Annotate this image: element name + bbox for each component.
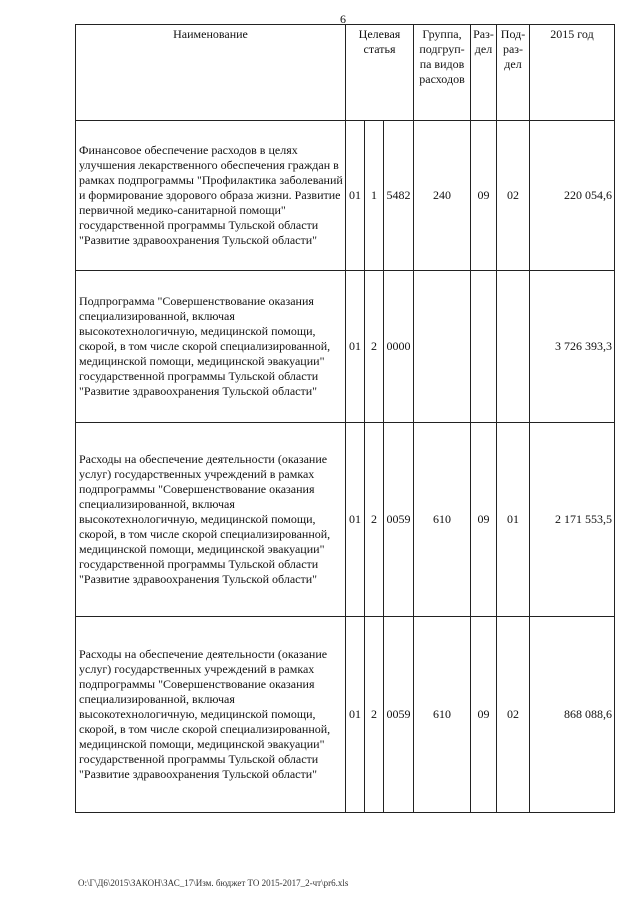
row-name: Расходы на обеспечение деятельности (оказание услуг) государственных учреждений в рамках подпрограммы "Совершенствование оказания специализированной, включая высокотехнологичную, медицинской помощи, скорой, в том числе скорой специализированной, медицинской помощи, медицинской эвакуации" государственной программы Тульской области "Развитие здравоохранения Тульской области" bbox=[76, 423, 346, 617]
row-code-program: 01 bbox=[346, 617, 365, 813]
row-code-program: 01 bbox=[346, 121, 365, 271]
row-subsection: 01 bbox=[497, 423, 530, 617]
header-group: Группа, подгруп-па видов расходов bbox=[414, 25, 471, 121]
row-code-direction: 5482 bbox=[384, 121, 414, 271]
row-amount: 220 054,6 bbox=[530, 121, 615, 271]
row-code-program: 01 bbox=[346, 271, 365, 423]
row-group: 610 bbox=[414, 423, 471, 617]
header-name: Наименование bbox=[76, 25, 346, 121]
row-group: 240 bbox=[414, 121, 471, 271]
header-target-article: Целевая статья bbox=[346, 25, 414, 121]
row-subsection bbox=[497, 271, 530, 423]
header-section: Раз-дел bbox=[471, 25, 497, 121]
row-amount: 2 171 553,5 bbox=[530, 423, 615, 617]
row-section bbox=[471, 271, 497, 423]
row-name: Расходы на обеспечение деятельности (оказание услуг) государственных учреждений в рамках подпрограммы "Совершенствование оказания специализированной, включая высокотехнологичную, медицинской помощи, скорой, в том числе скорой специализированной, медицинской помощи, медицинской эвакуации" государственной программы Тульской области "Развитие здравоохранения Тульской области" bbox=[76, 617, 346, 813]
page-number: 6 bbox=[340, 12, 346, 26]
header-subsection: Под-раз-дел bbox=[497, 25, 530, 121]
table-row bbox=[76, 617, 615, 813]
footer-file-path: O:\Г\Д6\2015\ЗАКОН\ЗАС_17\Изм. бюджет ТО 2015-2017_2-чт\pr6.xls bbox=[78, 878, 349, 888]
row-amount: 3 726 393,3 bbox=[530, 271, 615, 423]
row-code-subprogram: 2 bbox=[365, 617, 384, 813]
table-row bbox=[76, 423, 615, 617]
row-code-program: 01 bbox=[346, 423, 365, 617]
row-name: Финансовое обеспечение расходов в целях улучшения лекарственного обеспечения граждан в рамках подпрограммы "Профилактика заболеваний и формирование здорового образа жизни. Развитие первичной медико-санитарной помощи" государственной программы Тульской области "Развитие здравоохранения Тульской области" bbox=[76, 121, 346, 271]
row-code-direction: 0059 bbox=[384, 423, 414, 617]
row-section: 09 bbox=[471, 617, 497, 813]
table-row bbox=[76, 121, 615, 271]
row-code-subprogram: 2 bbox=[365, 271, 384, 423]
row-code-subprogram: 2 bbox=[365, 423, 384, 617]
table-row bbox=[76, 271, 615, 423]
budget-table bbox=[75, 24, 615, 813]
row-subsection: 02 bbox=[497, 121, 530, 271]
row-code-direction: 0059 bbox=[384, 617, 414, 813]
row-section: 09 bbox=[471, 423, 497, 617]
row-code-direction: 0000 bbox=[384, 271, 414, 423]
header-year: 2015 год bbox=[530, 25, 615, 121]
row-name: Подпрограмма "Совершенствование оказания специализированной, включая высокотехнологичную, медицинской помощи, скорой, в том числе скорой специализированной, медицинской помощи, медицинской эвакуации" государственной программы Тульской области "Развитие здравоохранения Тульской области" bbox=[76, 271, 346, 423]
row-code-subprogram: 1 bbox=[365, 121, 384, 271]
row-group: 610 bbox=[414, 617, 471, 813]
table-header-row bbox=[76, 25, 615, 121]
row-subsection: 02 bbox=[497, 617, 530, 813]
row-section: 09 bbox=[471, 121, 497, 271]
row-amount: 868 088,6 bbox=[530, 617, 615, 813]
row-group bbox=[414, 271, 471, 423]
